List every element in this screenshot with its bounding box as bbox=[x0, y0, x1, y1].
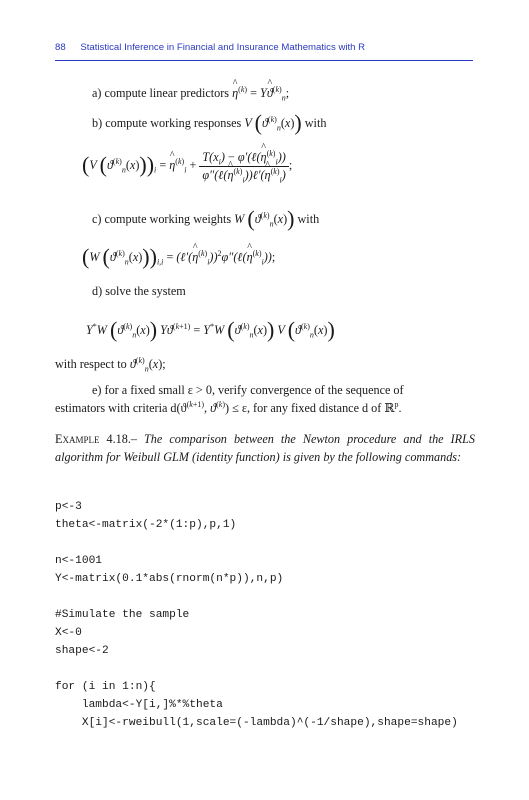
code-line: lambda<-Y[i,]%*%theta bbox=[55, 699, 223, 711]
step-c-text: c) compute working weights bbox=[92, 212, 232, 226]
code-line: p<-3 bbox=[55, 501, 82, 513]
step-e-line2: estimators with criteria $d(ϑ^{(k+1)}$, $ϑ^{(k)}) \le \varepsilon$, for any fixed distance d of ℝ$^p$. bbox=[55, 399, 402, 415]
running-header bbox=[55, 42, 473, 53]
step-a-text: a) compute linear predictors bbox=[92, 86, 230, 100]
working-response-formula: (V $(ϑ^{(k)}_n(x)))_i$ = ^ $\eta^{(k)}_i$ + $\frac{T(x_i) - \varphi'(\ell(\^{} \eta^{(k)}_i))}{\varphi''(\ell(\^{} \eta^{(k)}_i))\ell'(\^{} \eta^{(k)}_i)}$ ; bbox=[82, 150, 292, 182]
code-line: for (i in 1:n){ bbox=[55, 681, 156, 693]
example-label: Example 4.18.– bbox=[55, 432, 137, 446]
step-d bbox=[92, 284, 186, 299]
code-line: X<-0 bbox=[55, 627, 82, 639]
step-c-with: with bbox=[297, 212, 320, 226]
step-b-text: b) compute working responses bbox=[92, 116, 242, 130]
step-a-formula: ^ $\eta^{(k)}$ = Y^ $ϑ^{(k)}_n$; bbox=[232, 86, 289, 100]
step-b-formula: V $(ϑ^{(k)}_n(x))$ bbox=[244, 110, 302, 135]
r-code-block bbox=[55, 498, 458, 732]
step-e-line2-tail: ≤ ε, for any fixed distance d of ℝ bbox=[232, 401, 395, 415]
step-e-line1: e) for a fixed small ε > 0, verify convergence of the sequence of bbox=[92, 383, 404, 397]
code-line: #Simulate the sample bbox=[55, 609, 190, 621]
code-line: Y<-matrix(0.1*abs(rnorm(n*p)),n,p) bbox=[55, 573, 284, 585]
step-c-formula: W $(ϑ^{(k)}_n(x))$ bbox=[234, 206, 295, 231]
header-rule bbox=[55, 60, 473, 61]
step-e-sup: p bbox=[394, 399, 399, 409]
with-respect-line: with respect to $ϑ^{(k)}_n(x)$; bbox=[55, 355, 166, 374]
example-text: The comparison between the Newton procedure and the IRLS algorithm for Weibull GLM (identity function) is given by the following commands: bbox=[55, 432, 476, 464]
step-d-text: d) solve the system bbox=[92, 284, 186, 298]
with-respect-text: with respect to bbox=[55, 357, 127, 371]
code-line: shape<-2 bbox=[55, 645, 109, 657]
example-4-18 bbox=[55, 430, 475, 466]
step-c bbox=[92, 207, 319, 233]
code-line: n<-1001 bbox=[55, 555, 102, 567]
step-e-line2-head: estimators with criteria d(ϑ bbox=[55, 401, 187, 415]
page-number: 88 bbox=[55, 42, 66, 53]
code-line: theta<-matrix(-2*(1:p),p,1) bbox=[55, 519, 237, 531]
working-weight-formula: (W $(ϑ^{(k)}_n(x)))_{i,i}$ = (ℓ′(^ $\eta^{(k)}_i))^2\varphi''(\ell(\^{}$ $\eta^{(k)}_i$)); bbox=[82, 245, 275, 271]
step-e bbox=[55, 381, 475, 417]
code-line: X[i]<-rweibull(1,scale=(-lambda)^(-1/shape),shape=shape) bbox=[55, 717, 458, 729]
irls-system-formula: Y*W $(ϑ^{(k)}_n(x)) Yϑ^{(k+1)} = Y^*W$ $(ϑ^{(k)}_n(x))$ V $(ϑ^{(k)}_n(x))$ bbox=[86, 317, 335, 342]
running-title: Statistical Inference in Financial and Insurance Mathematics with R bbox=[80, 42, 366, 53]
step-a bbox=[92, 86, 289, 101]
step-b bbox=[92, 111, 326, 137]
step-b-with: with bbox=[304, 116, 327, 130]
